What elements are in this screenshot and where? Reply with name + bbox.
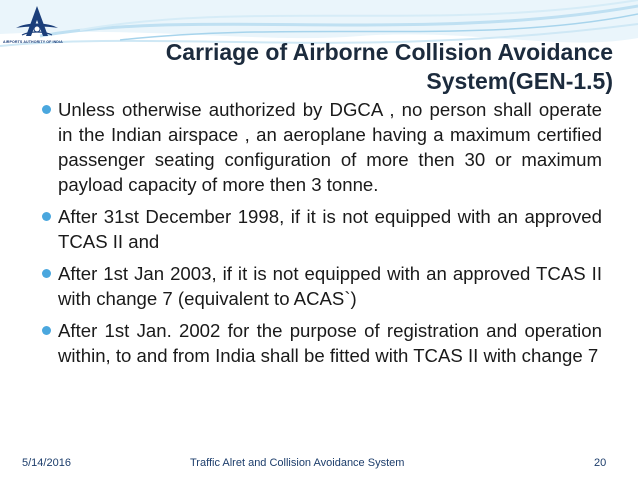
bullet-dot-icon — [42, 212, 51, 221]
bullet-item — [40, 318, 602, 368]
slide-title-line-2: System(GEN-1.5) — [426, 68, 613, 94]
bullet-text: After 1st Jan 2003, if it is not equipped with an approved TCAS II with change 7 (equivalent to ACAS`) — [58, 263, 602, 309]
logo-caption: AIRPORTS AUTHORITY OF INDIA — [3, 40, 63, 44]
bullet-list — [40, 97, 602, 375]
bullet-item — [40, 261, 602, 311]
bullet-dot-icon — [42, 105, 51, 114]
footer-date: 5/14/2016 — [22, 457, 71, 469]
bullet-item — [40, 204, 602, 254]
bullet-dot-icon — [42, 269, 51, 278]
slide-title — [90, 38, 613, 96]
page-number: 20 — [594, 457, 607, 469]
bullet-text: Unless otherwise authorized by DGCA , no person shall operate in the Indian airspace , an aeroplane having a maximum certified passenger seating configuration of more then 30 or maximum payload capacity of more then 3 tonne. — [58, 99, 602, 195]
slide-footer — [0, 454, 638, 472]
bullet-dot-icon — [42, 326, 51, 335]
bullet-text: After 1st Jan. 2002 for the purpose of registration and operation within, to and from India shall be fitted with TCAS II with change 7 — [58, 320, 602, 366]
bullet-text: After 31st December 1998, if it is not equipped with an approved TCAS II and — [58, 206, 602, 252]
footer-title: Traffic Alret and Collision Avoidance System — [190, 457, 405, 469]
slide-title-line-1: Carriage of Airborne Collision Avoidance — [165, 39, 613, 65]
bullet-item — [40, 97, 602, 197]
